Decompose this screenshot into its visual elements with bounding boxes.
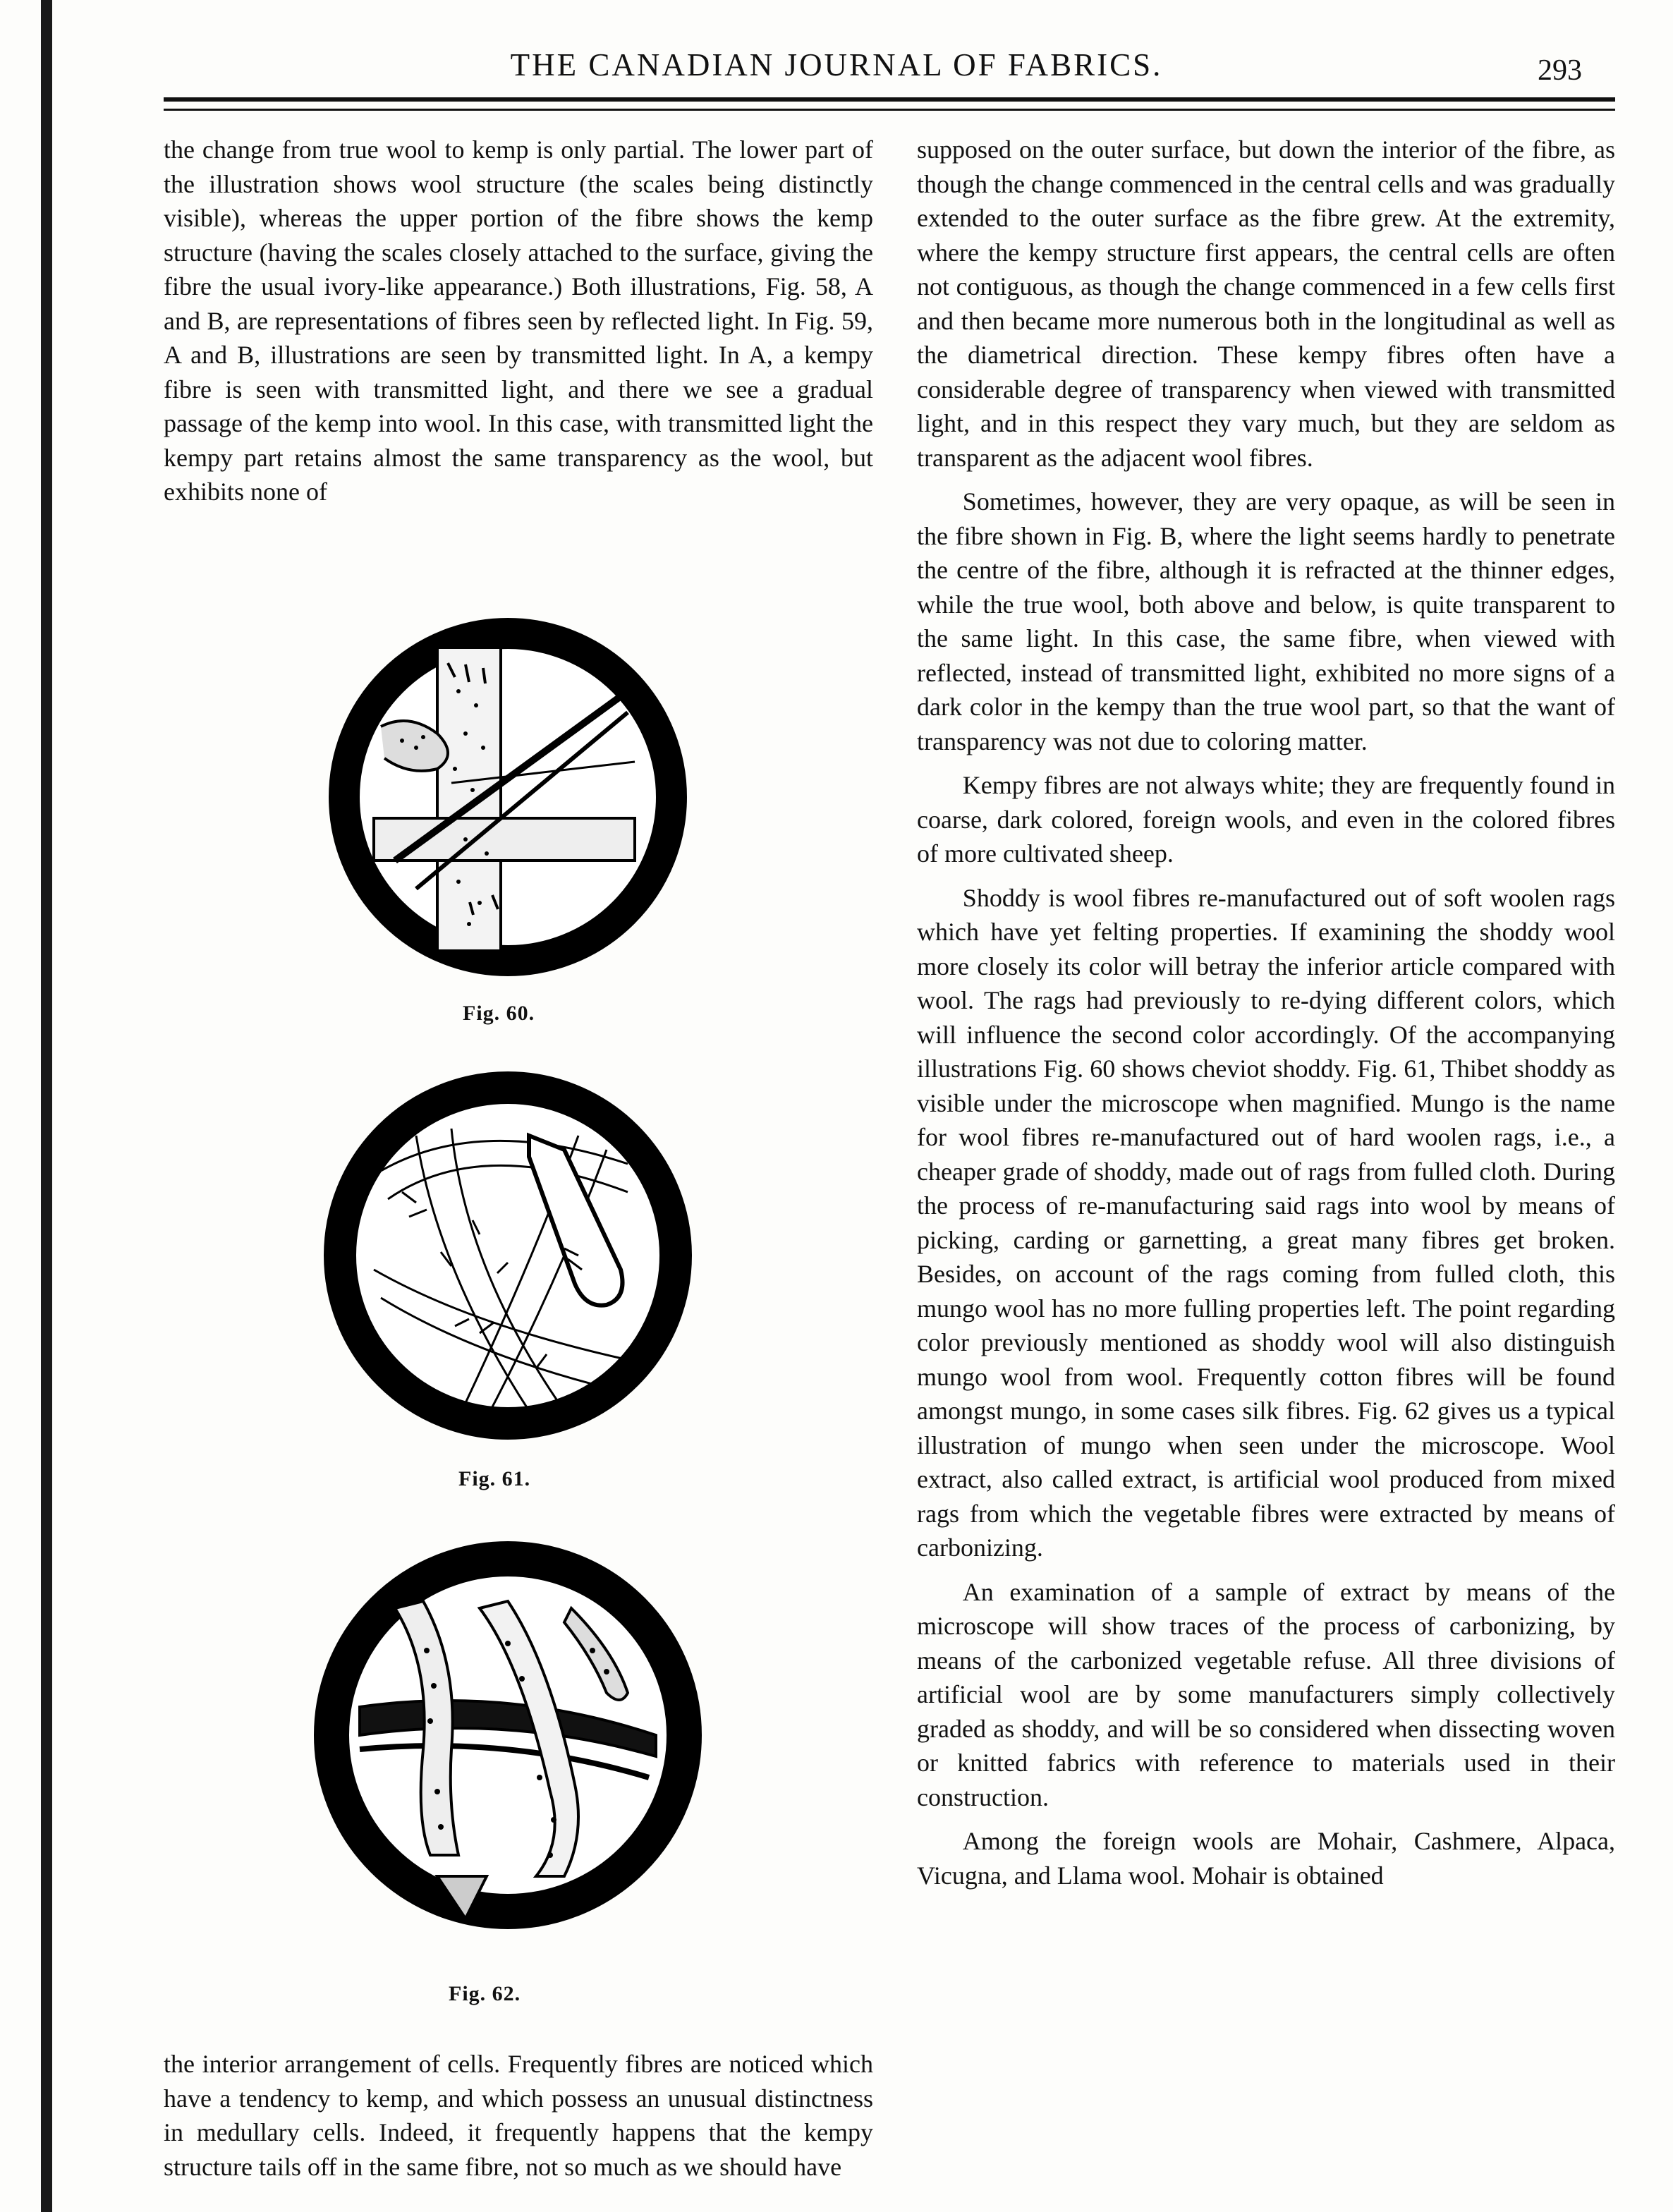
figure-61	[296, 1058, 719, 1453]
paragraph: the interior arrangement of cells. Frequently fibres are noticed which have a tendency to kemp, and which possess an unusual distinctness in medullary cells. Indeed, it frequently happens that the kempy structure tails off in the same fibre, not so much as we should have	[164, 2050, 873, 2181]
paragraph: supposed on the outer surface, but down the interior of the fibre, as though the change commenced in the central cells and was gradually extended to the outer surface as the fibre grew. At the extremity, where the kempy structure first appears, the central cells are often not contiguous, as though the change commenced in a few cells first and then became more numerous both in the longitudinal as well as the diametrical direction. These kempy fibres often have a considerable degree of transparency when viewed with transmitted light, and in this respect they vary much, but they are seldom as transparent as the adjacent wool fibres.	[917, 135, 1615, 472]
paragraph: the change from true wool to kemp is only partial. The lower part of the illustration shows wool structure (the scales being distinctly visible), whereas the upper portion of the fibre shows the kemp structure (having the scales closely attached to the surface, giving the fibre the usual ivory-like appearance.) Both illustrations, Fig. 58, A and B, are representations of fibres seen by reflected light. In Fig. 59, A and B, illustrations are seen by transmitted light. In A, a kempy fibre is seen with transmitted light, and there we see a gradual passage of the kemp into wool. In this case, with transmitted light the kempy part retains almost the same transparency as the wool, but exhibits none of	[164, 135, 873, 506]
paragraph: Kempy fibres are not always white; they are frequently found in coarse, dark colored, foreign wools, and even in the colored fibres of more cultivated sheep.	[917, 771, 1615, 868]
paragraph: Among the foreign wools are Mohair, Cashmere, Alpaca, Vicugna, and Llama wool. Mohair is obtained	[917, 1827, 1615, 1890]
header-rule-thick	[164, 97, 1615, 102]
figure-62-caption: Fig. 62.	[449, 1982, 521, 2005]
microscope-view-cheviot-shoddy-icon	[296, 607, 719, 988]
left-column-bottom	[164, 2047, 873, 2184]
microscope-view-thibet-shoddy-icon	[296, 1058, 719, 1453]
figure-60	[296, 607, 719, 988]
figure-62	[296, 1524, 719, 1961]
left-column-top	[164, 133, 873, 509]
journal-title: THE CANADIAN JOURNAL OF FABRICS.	[510, 47, 1163, 83]
microscope-view-mungo-icon	[296, 1524, 719, 1961]
paragraph: Sometimes, however, they are very opaque, as will be seen in the fibre shown in Fig. B, where the light seems hardly to penetrate the centre of the fibre, although it is refracted at the thinner edges, while the true wool, both above and below, is quite transparent to the same light. In this case, the same fibre, when viewed with reflected, instead of transmitted light, exhibited no more signs of a dark color in the kempy than the true wool part, so that the want of transparency was not due to coloring matter.	[917, 487, 1615, 755]
scan-binding-edge	[41, 0, 52, 2212]
right-column	[917, 133, 1615, 1892]
paragraph: An examination of a sample of extract by means of the microscope will show traces of the process of carbonizing, by means of the carbonized vegetable refuse. All three divisions of artificial wool are by some manufacturers simply collectively graded as shoddy, and will be so considered when dissecting woven or knitted fabrics with reference to materials used in their construction.	[917, 1577, 1615, 1811]
header-rule-thin	[164, 109, 1615, 111]
page-number: 293	[1538, 54, 1582, 87]
paragraph: Shoddy is wool fibres re-manufactured out of soft woolen rags which have yet felting properties. If examining the shoddy wool more closely its color will betray the inferior article compared with wool. The rags had previously to re-dying different colors, which will influence the second color accordingly. Of the accompanying illustrations Fig. 60 shows cheviot shoddy. Fig. 61, Thibet shoddy as visible under the microscope when magnified. Mungo is the name for wool fibres re-manufactured out of hard woolen rags, i.e., a cheaper grade of shoddy, made out of rags from fulled cloth. During the process of re-manufacturing said rags into wool by means of picking, carding or garnetting, a great many fibres get broken. Besides, on account of the rags coming from fulled cloth, this mungo wool has no more fulling properties left. The point regarding color previously mentioned as shoddy wool will also distinguish mungo wool from wool. Frequently cotton fibres will be found amongst mungo, in some cases silk fibres. Fig. 62 gives us a typical illustration of mungo when seen under the microscope. Wool extract, also called extract, is artificial wool produced from mixed rags from which the vegetable fibres were extracted by means of carbonizing.	[917, 883, 1615, 1562]
figure-61-caption: Fig. 61.	[458, 1467, 531, 1490]
figure-60-caption: Fig. 60.	[463, 1002, 535, 1025]
